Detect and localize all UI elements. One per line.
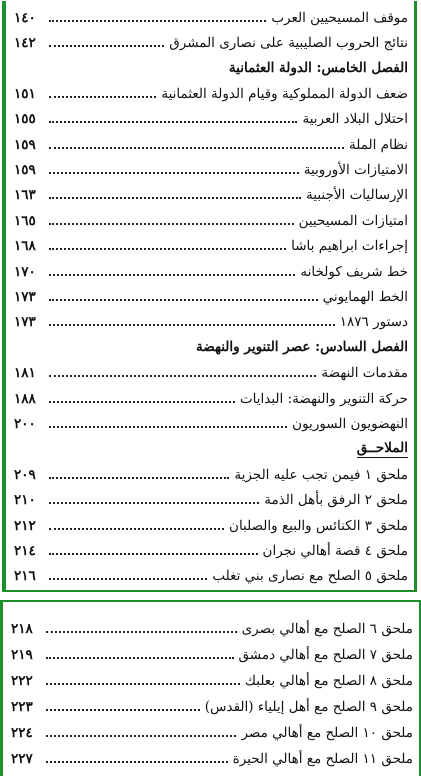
- dot-leader: [49, 197, 301, 199]
- toc-entry-title: موقف المسيحيين العرب: [271, 9, 408, 26]
- toc-entry-title: نظام الملة: [349, 136, 408, 153]
- toc-entry: [14, 183, 408, 208]
- dot-leader: [46, 631, 237, 633]
- dot-leader: [49, 147, 344, 149]
- dot-leader: [49, 426, 287, 428]
- toc-entry-title: ملحق ٧ الصلح مع أهالي دمشق: [238, 646, 413, 663]
- toc-entry-title: نتائج الحروب الصليبية على نصارى المشرق: [169, 34, 408, 51]
- toc-entry-title: احتلال البلاد العربية: [302, 111, 408, 128]
- appendices-heading: [14, 437, 408, 461]
- toc-entry-title: ملحق ٢ الرفق بأهل الذمة: [264, 492, 408, 509]
- dot-leader: [49, 401, 235, 403]
- toc-entry-page-number: ١٦٣: [14, 187, 36, 204]
- toc-entry-page-number: ٢٠٠: [14, 415, 36, 432]
- toc-entry: [14, 81, 408, 106]
- toc-entry-page-number: ١٧٣: [14, 288, 36, 305]
- toc-entry: [14, 361, 408, 386]
- toc-entry-title: ضعف الدولة المملوكية وقيام الدولة العثمانية: [161, 85, 408, 102]
- toc-entry-title: النهضويون السوريون: [292, 415, 408, 432]
- dot-leader: [49, 223, 294, 225]
- toc-entry-title: ملحق ٨ الصلح مع أهالي بعلبك: [244, 672, 413, 689]
- toc-entry: [14, 411, 408, 436]
- toc-entry-title: ملحق ٥ الصلح مع نصارى بني تغلب: [212, 568, 408, 585]
- toc-entry-page-number: ٢١٠: [14, 492, 36, 509]
- toc-entry-page-number: ١٥٩: [14, 161, 36, 178]
- toc-entry-page-number: ١٨٨: [14, 390, 36, 407]
- dot-leader: [49, 477, 229, 479]
- toc-entry-title: ملحق ١ فيمن تجب عليه الجزية: [234, 466, 408, 483]
- toc-entry-page-number: ٢١٢: [14, 517, 36, 534]
- dot-leader: [49, 528, 224, 530]
- toc-entry-page-number: ١٥١: [14, 85, 36, 102]
- dot-leader: [46, 683, 240, 685]
- toc-entry: [14, 5, 408, 30]
- toc-entry-title: دستور ١٨٧٦: [339, 314, 408, 331]
- toc-entry: [14, 284, 408, 309]
- toc-entry-page-number: ١٧٠: [14, 263, 36, 280]
- dot-leader: [49, 274, 295, 276]
- toc-entry-page-number: ٢٢٣: [11, 698, 33, 715]
- toc-entry: [11, 642, 413, 667]
- toc-entry-title: ملحق ٩ الصلح مع أهل إيلياء (القدس): [204, 698, 413, 715]
- dot-leader: [49, 375, 316, 377]
- dot-leader: [49, 248, 286, 250]
- toc-entry: [14, 513, 408, 538]
- dot-leader: [46, 735, 236, 737]
- toc-entry: [14, 488, 408, 513]
- toc-entry-page-number: ١٤٠: [14, 9, 36, 26]
- toc-entry-title: الخط الهمايوني: [322, 288, 408, 305]
- toc-entry: [11, 668, 413, 693]
- toc-entry-title: ملحق ١٠ الصلح مع أهالي مصر: [241, 724, 413, 741]
- toc-entry: [14, 259, 408, 284]
- toc-entry-title: ملحق ٦ الصلح مع أهالي بصرى: [241, 620, 413, 637]
- toc-entry-page-number: ١٥٥: [14, 111, 36, 128]
- dot-leader: [49, 45, 164, 47]
- toc-entry-title: حركة التنوير والنهضة: البدايات: [239, 390, 408, 407]
- toc-entry-title: إجراءات ابراهيم باشا: [291, 238, 408, 255]
- toc-entry-page-number: ٢٢٤: [11, 724, 33, 741]
- chapter-heading: [14, 56, 408, 80]
- toc-entry-title: خط شريف كولخانه: [300, 263, 408, 280]
- dot-leader: [49, 502, 259, 504]
- toc-entry: [11, 694, 413, 719]
- toc-entry-page-number: ٢١٨: [11, 620, 33, 637]
- toc-entry-title: الامتيازات الأوروبية: [303, 161, 408, 178]
- toc-entry-title: امتيازات المسيحيين: [298, 212, 408, 229]
- toc-entry-title: مقدمات النهضة: [321, 365, 408, 382]
- dot-leader: [49, 121, 297, 123]
- toc-entry-page-number: ١٨١: [14, 365, 36, 382]
- toc-entry: [14, 310, 408, 335]
- dot-leader: [49, 96, 156, 98]
- toc-entry: [14, 30, 408, 55]
- chapter-heading: [14, 335, 408, 359]
- toc-entry-page-number: ٢١٩: [11, 646, 33, 663]
- toc-entry: [14, 462, 408, 487]
- toc-entry-title: ملحق ٣ الكنائس والبيع والصلبان: [229, 517, 408, 534]
- toc-entry-title: ملحق ١١ الصلح مع أهالي الحيرة: [232, 750, 413, 767]
- heading-text: الفصل الخامس: الدولة العثمانية: [228, 59, 408, 76]
- dot-leader: [49, 324, 335, 326]
- heading-text: الفصل السادس: عصر التنوير والنهضة: [196, 339, 408, 356]
- toc-entry-page-number: ٢٢٧: [11, 750, 33, 767]
- toc-entry-page-number: ٢٠٩: [14, 466, 36, 483]
- dot-leader: [49, 299, 318, 301]
- toc-entry-title: ملحق ٤ قصة أهالي نجران: [262, 542, 408, 559]
- dot-leader: [46, 709, 200, 711]
- toc-entry: [14, 538, 408, 563]
- toc-entry: [14, 107, 408, 132]
- toc-entry-page-number: ١٦٥: [14, 212, 36, 229]
- toc-entry-page-number: ١٧٣: [14, 314, 36, 331]
- dot-leader: [49, 20, 266, 22]
- toc-entry-page-number: ١٤٢: [14, 34, 36, 51]
- heading-text: الملاحــق: [356, 439, 408, 456]
- toc-entry-page-number: ٢٢٢: [11, 672, 33, 689]
- toc-panel-bottom: [0, 600, 421, 776]
- toc-entry-title: الإرساليات الأجنبية: [306, 187, 408, 204]
- dot-leader: [49, 553, 258, 555]
- dot-leader: [49, 578, 207, 580]
- toc-entry: [14, 208, 408, 233]
- dot-leader: [49, 172, 299, 174]
- toc-entry-page-number: ١٦٨: [14, 238, 36, 255]
- toc-entry: [14, 386, 408, 411]
- toc-entry: [14, 564, 408, 589]
- toc-entry: [11, 746, 413, 771]
- toc-entry-page-number: ١٥٩: [14, 136, 36, 153]
- toc-entry: [14, 157, 408, 182]
- toc-panel-top: [2, 1, 417, 592]
- dot-leader: [46, 657, 234, 659]
- toc-entry-page-number: ٢١٦: [14, 568, 36, 585]
- toc-entry-page-number: ٢١٤: [14, 542, 36, 559]
- toc-entry: [11, 720, 413, 745]
- toc-entry: [14, 132, 408, 157]
- toc-entry: [11, 616, 413, 641]
- toc-entry: [14, 234, 408, 259]
- dot-leader: [46, 761, 228, 763]
